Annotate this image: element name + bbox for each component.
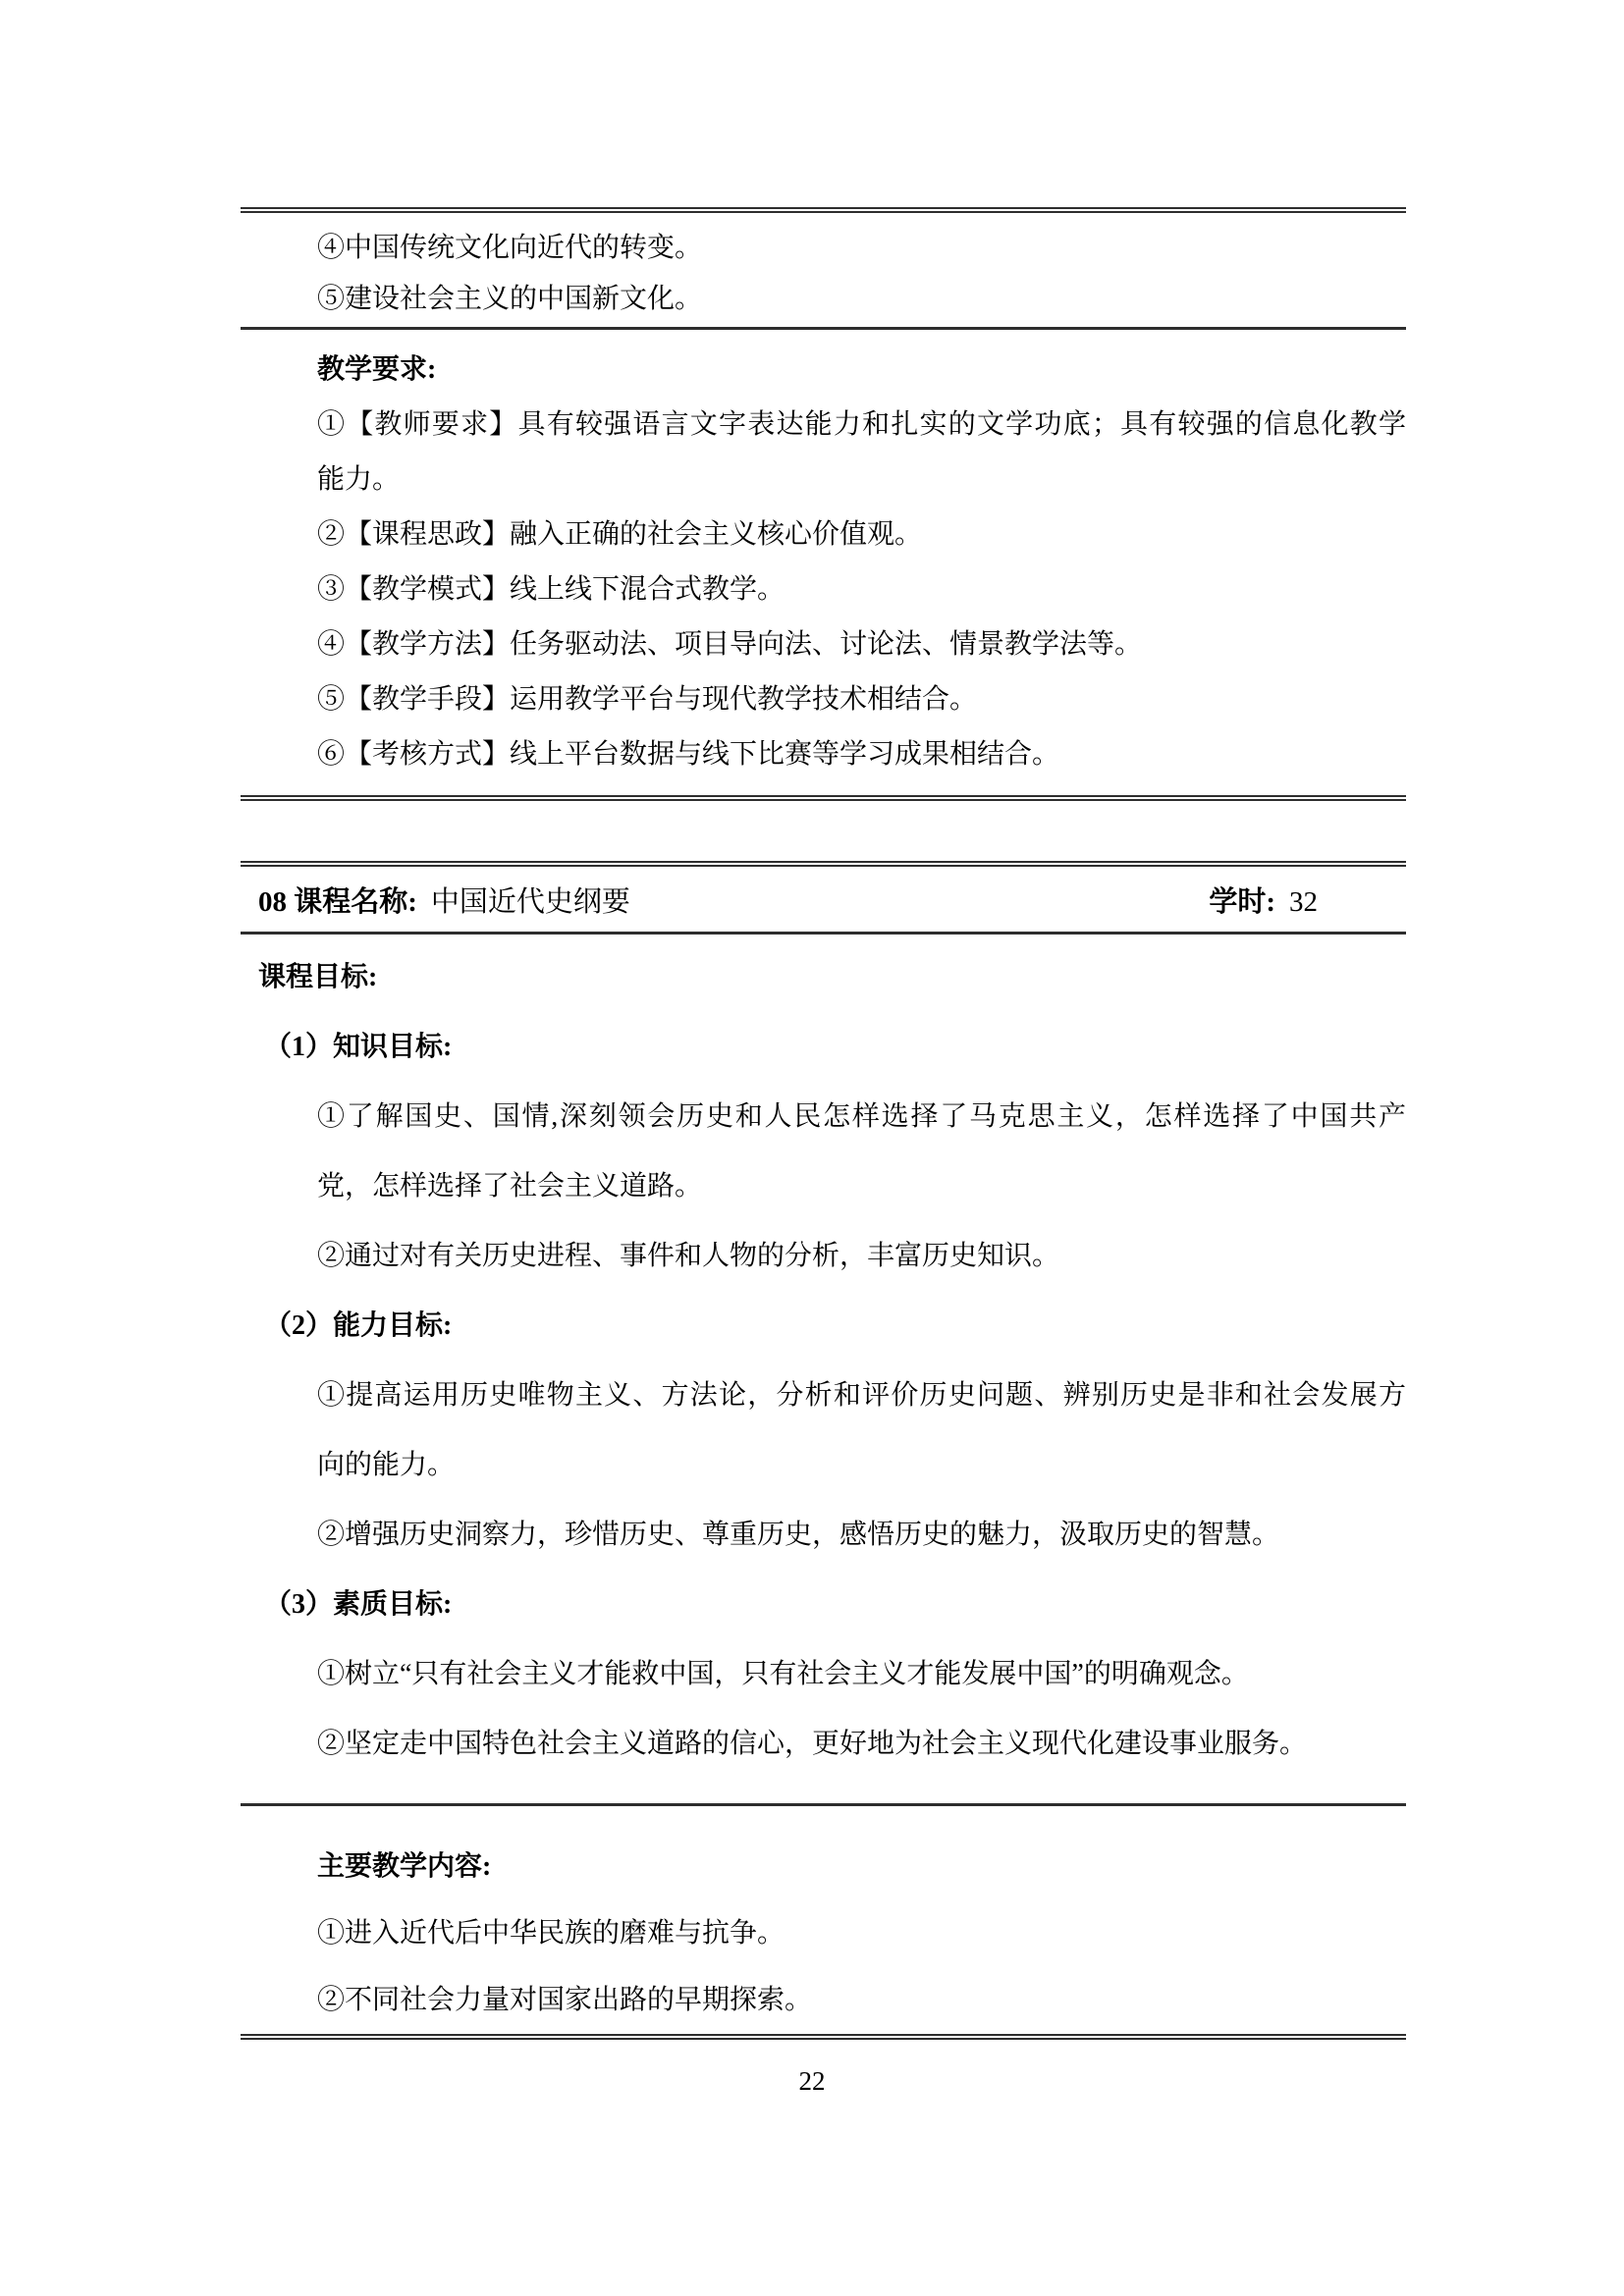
objective-item-line: ①提高运用历史唯物主义、方法论，分析和评价历史问题、辨别历史是非和社会发展方 bbox=[317, 1380, 1406, 1411]
main-content-item: ①进入近代后中华民族的磨难与抗争。 bbox=[317, 1918, 785, 1949]
course08-objectives-row bbox=[241, 934, 1406, 1806]
course08-header-row bbox=[241, 861, 1406, 934]
main-content-heading: 主要教学内容: bbox=[317, 1851, 492, 1882]
requirement-item: ②【课程思政】融入正确的社会主义核心价值观。 bbox=[317, 519, 923, 550]
hours-value: 32 bbox=[1289, 885, 1318, 918]
course08-table bbox=[241, 861, 1406, 2040]
quality-objectives-heading: （3）素质目标: bbox=[264, 1589, 453, 1620]
course-name: 中国近代史纲要 bbox=[430, 885, 630, 918]
objective-item-line: 向的能力。 bbox=[317, 1450, 456, 1480]
requirement-item-line: 能力。 bbox=[317, 464, 401, 495]
objective-item: ②增强历史洞察力，珍惜历史、尊重历史，感悟历史的魅力，汲取历史的智慧。 bbox=[317, 1520, 1280, 1550]
teaching-requirements-heading: 教学要求: bbox=[317, 354, 437, 385]
course07-table bbox=[241, 207, 1406, 801]
objectives-heading: 课程目标: bbox=[258, 962, 378, 992]
main-content-item: ②不同社会力量对国家出路的早期探索。 bbox=[317, 1985, 813, 2015]
course-code-label: 08 课程名称: bbox=[258, 885, 417, 918]
course07-main-content-row bbox=[241, 207, 1406, 327]
requirement-item: ⑥【考核方式】线上平台数据与线下比赛等学习成果相结合。 bbox=[317, 739, 1060, 770]
course-title bbox=[258, 880, 630, 920]
objective-item-line: 党，怎样选择了社会主义道路。 bbox=[317, 1171, 703, 1201]
page-number: 22 bbox=[798, 2066, 826, 2096]
main-content-item: ⑤建设社会主义的中国新文化。 bbox=[317, 284, 703, 314]
ability-objectives-heading: （2）能力目标: bbox=[264, 1310, 453, 1341]
course08-main-content-row bbox=[241, 1806, 1406, 2040]
objective-item: ②通过对有关历史进程、事件和人物的分析，丰富历史知识。 bbox=[317, 1241, 1060, 1271]
objective-item-line: ①了解国史、国情,深刻领会历史和人民怎样选择了马克思主义，怎样选择了中国共产 bbox=[317, 1101, 1406, 1132]
course07-teaching-requirements-row bbox=[241, 327, 1406, 801]
course-hours bbox=[1209, 880, 1318, 920]
knowledge-objectives-heading: （1）知识目标: bbox=[264, 1032, 453, 1062]
requirement-item-line: ①【教师要求】具有较强语言文字表达能力和扎实的文学功底；具有较强的信息化教学 bbox=[317, 409, 1406, 440]
main-content-item: ④中国传统文化向近代的转变。 bbox=[317, 233, 703, 263]
objective-item: ②坚定走中国特色社会主义道路的信心，更好地为社会主义现代化建设事业服务。 bbox=[317, 1729, 1308, 1759]
hours-label: 学时: bbox=[1209, 885, 1275, 918]
objective-item: ①树立“只有社会主义才能救中国，只有社会主义才能发展中国”的明确观念。 bbox=[317, 1659, 1249, 1689]
requirement-item: ③【教学模式】线上线下混合式教学。 bbox=[317, 574, 785, 605]
requirement-item: ④【教学方法】任务驱动法、项目导向法、讨论法、情景教学法等。 bbox=[317, 629, 1143, 660]
requirement-item: ⑤【教学手段】运用教学平台与现代教学技术相结合。 bbox=[317, 684, 978, 715]
